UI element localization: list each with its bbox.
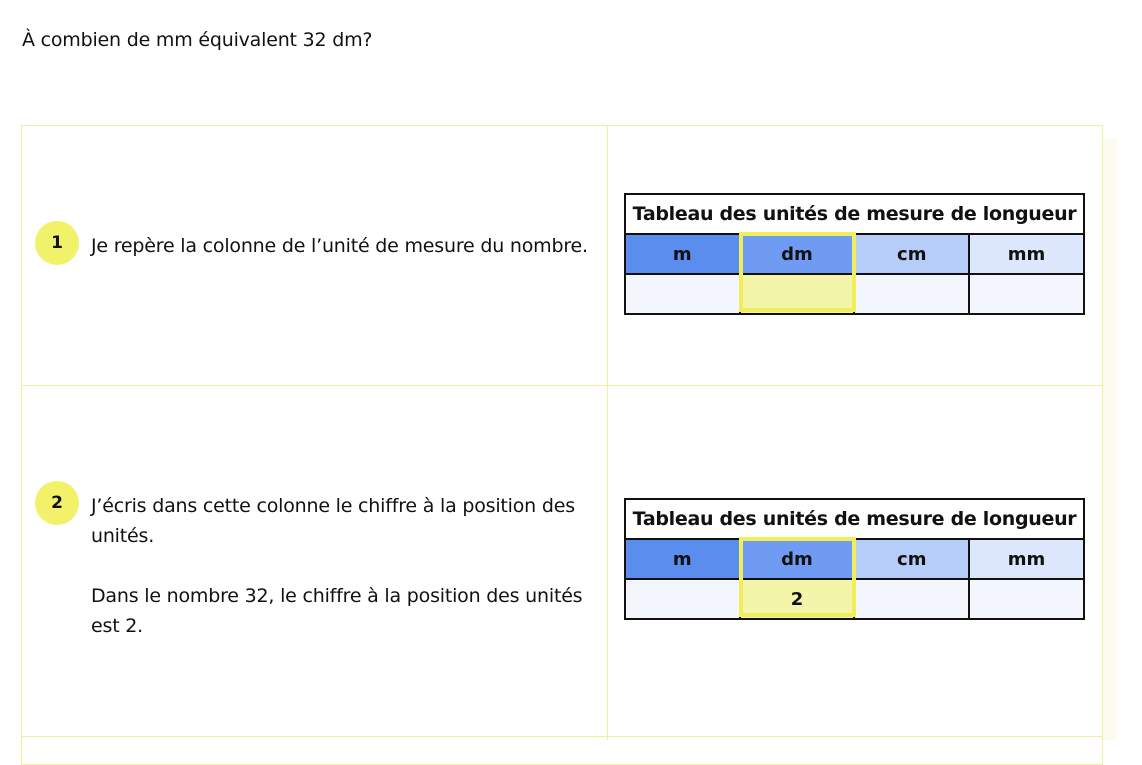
unit-header-m: m xyxy=(625,234,740,274)
units-table-title: Tableau des unités de mesure de longueur xyxy=(625,194,1084,234)
value-cell-m xyxy=(625,274,740,314)
step-instruction xyxy=(91,231,601,261)
panel-shadow xyxy=(1103,138,1117,740)
step-instruction xyxy=(91,491,601,641)
unit-header-mm: mm xyxy=(969,539,1084,579)
unit-header-cm: cm xyxy=(854,539,969,579)
unit-header-dm: dm xyxy=(740,234,855,274)
grid-row-divider xyxy=(21,736,1103,737)
step-text-line: Je repère la colonne de l’unité de mesure du nombre. xyxy=(91,235,588,257)
value-cell-cm xyxy=(854,579,969,619)
unit-header-cm: cm xyxy=(854,234,969,274)
value-cell-mm xyxy=(969,274,1084,314)
units-table-title: Tableau des unités de mesure de longueur xyxy=(625,499,1084,539)
value-cell-dm: 2 xyxy=(740,579,855,619)
unit-header-dm: dm xyxy=(740,539,855,579)
step-number-badge: 1 xyxy=(35,221,79,265)
units-table xyxy=(624,193,1085,315)
question-text: À combien de mm équivalent 32 dm? xyxy=(22,29,373,51)
value-cell-dm xyxy=(740,274,855,314)
value-cell-mm xyxy=(969,579,1084,619)
unit-header-mm: mm xyxy=(969,234,1084,274)
step-text-line: J’écris dans cette colonne le chiffre à la position des unités. xyxy=(91,495,575,547)
step-number-badge: 2 xyxy=(35,481,79,525)
step-text-line: Dans le nombre 32, le chiffre à la position des unités est 2. xyxy=(91,585,583,637)
unit-header-m: m xyxy=(625,539,740,579)
value-cell-m xyxy=(625,579,740,619)
value-cell-cm xyxy=(854,274,969,314)
units-table xyxy=(624,498,1085,620)
grid-column-divider xyxy=(607,125,608,740)
grid-row-divider xyxy=(21,385,1103,386)
